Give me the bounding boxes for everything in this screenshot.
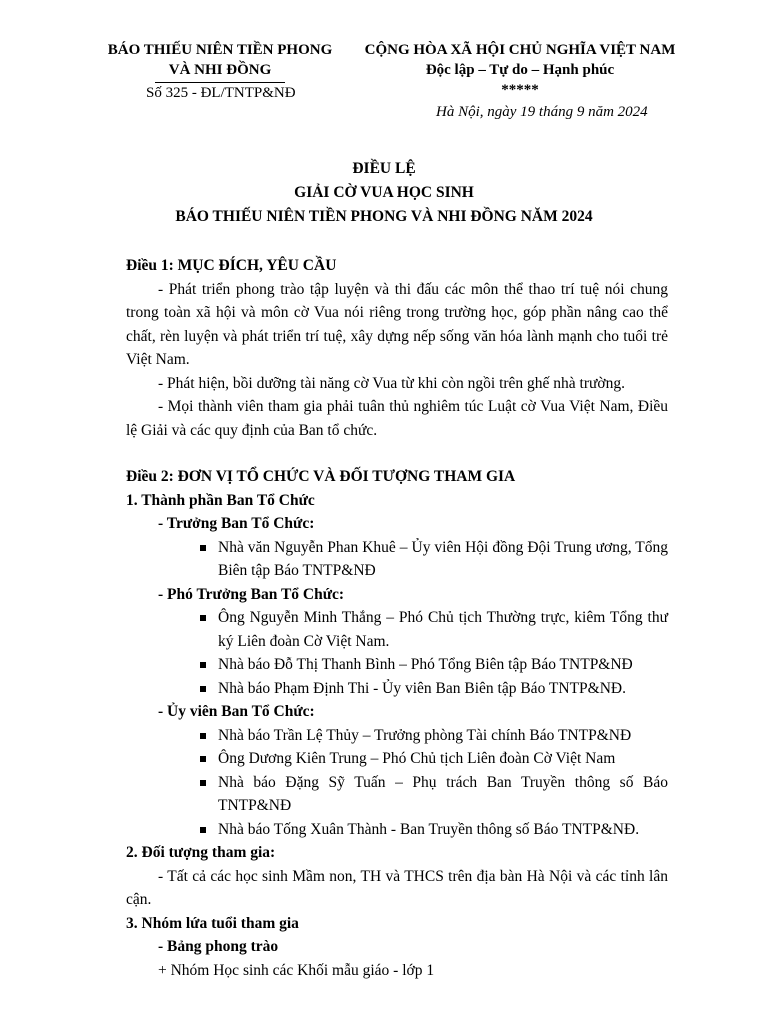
nation-stars: *****: [501, 82, 539, 98]
article1-paragraph: - Mọi thành viên tham gia phải tuân thủ nghiêm túc Luật cờ Vua Việt Nam, Điều lệ Giải và các quy định của Ban tổ chức.: [126, 398, 668, 439]
nation-motto: Độc lập – Tự do – Hạnh phúc: [425, 62, 615, 78]
bullet-square-icon: [200, 545, 206, 551]
committee-members-list: [126, 724, 668, 842]
section3-item: + Nhóm Học sinh các Khối mẫu giáo - lớp 1: [158, 961, 435, 979]
national-header: [350, 40, 690, 100]
bullet-square-icon: [200, 756, 206, 762]
agency-name-line1: BÁO THIẾU NIÊN TIỀN PHONG: [107, 42, 333, 58]
bullet-square-icon: [200, 733, 206, 739]
section2-paragraph: - Tất cả các học sinh Mầm non, TH và THCS trên địa bàn Hà Nội và các tỉnh lân cận.: [126, 867, 668, 908]
deputy-head-label: - Phó Trưởng Ban Tổ Chức:: [158, 585, 345, 603]
agency-underline: [155, 82, 285, 83]
bullet-square-icon: [200, 780, 206, 786]
list-item: Nhà báo Đặng Sỹ Tuấn – Phụ trách Ban Truyền thông số Báo TNTP&NĐ: [126, 771, 668, 818]
article1-paragraph: - Phát hiện, bồi dưỡng tài năng cờ Vua từ khi còn ngồi trên ghế nhà trường.: [158, 374, 625, 392]
title-line1: ĐIỀU LỆ: [352, 160, 416, 177]
deputy-head-list: [126, 606, 668, 700]
article2-heading: Điều 2: ĐƠN VỊ TỔ CHỨC VÀ ĐỐI TƯỢNG THAM GIA: [126, 468, 516, 485]
bullet-square-icon: [200, 615, 206, 621]
nation-name: CỘNG HÒA XÃ HỘI CHỦ NGHĨA VIỆT NAM: [364, 42, 676, 58]
document-number: Số 325 - ĐL/TNTP&NĐ: [146, 85, 296, 101]
agency-name-line2: VÀ NHI ĐỒNG: [168, 62, 272, 78]
section3-subheading: - Bảng phong trào: [158, 938, 279, 955]
bullet-square-icon: [200, 686, 206, 692]
issuing-agency: [100, 40, 340, 83]
committee-members-label: - Ủy viên Ban Tổ Chức:: [158, 703, 315, 720]
list-item: Nhà báo Trần Lệ Thủy – Trưởng phòng Tài chính Báo TNTP&NĐ: [126, 724, 668, 748]
document-date: Hà Nội, ngày 19 tháng 9 năm 2024: [436, 104, 648, 120]
list-item: Ông Nguyễn Minh Thắng – Phó Chủ tịch Thường trực, kiêm Tổng thư ký Liên đoàn Cờ Việt Nam.: [126, 606, 668, 653]
list-item: Nhà báo Phạm Định Thi - Ủy viên Ban Biên tập Báo TNTP&NĐ.: [126, 677, 668, 701]
list-item: Nhà văn Nguyễn Phan Khuê – Ủy viên Hội đồng Đội Trung ương, Tổng Biên tập Báo TNTP&NĐ: [126, 536, 668, 583]
document-title: [0, 157, 768, 229]
section2-heading: 2. Đối tượng tham gia:: [126, 844, 276, 861]
section1-heading: 1. Thành phần Ban Tổ Chức: [126, 491, 315, 509]
section3-heading: 3. Nhóm lứa tuổi tham gia: [126, 914, 299, 932]
list-item: Nhà báo Tống Xuân Thành - Ban Truyền thông số Báo TNTP&NĐ.: [126, 818, 668, 842]
spacer: [126, 442, 668, 465]
article1-heading: Điều 1: MỤC ĐÍCH, YÊU CẦU: [126, 257, 337, 274]
bullet-square-icon: [200, 827, 206, 833]
bullet-square-icon: [200, 662, 206, 668]
article1-paragraph: - Phát triển phong trào tập luyện và thi đấu các môn thể thao trí tuệ nói chung trong toàn xã hội và môn cờ Vua nói riêng trong trường học, góp phần nâng cao thể chất, rèn luyện và phát triển trí tuệ, xây dựng nếp sống văn hóa lành mạnh cho tuổi trẻ Việt Nam.: [126, 280, 668, 368]
document-body: [126, 254, 668, 982]
head-of-committee-list: [126, 536, 668, 583]
title-line2: GIẢI CỜ VUA HỌC SINH: [294, 184, 474, 201]
list-item: Nhà báo Đỗ Thị Thanh Bình – Phó Tổng Biên tập Báo TNTP&NĐ: [126, 653, 668, 677]
title-line3: BÁO THIẾU NIÊN TIỀN PHONG VÀ NHI ĐỒNG NĂM 2024: [175, 208, 593, 225]
head-of-committee-label: - Trưởng Ban Tổ Chức:: [158, 515, 315, 532]
list-item: Ông Dương Kiên Trung – Phó Chủ tịch Liên đoàn Cờ Việt Nam: [126, 747, 668, 771]
